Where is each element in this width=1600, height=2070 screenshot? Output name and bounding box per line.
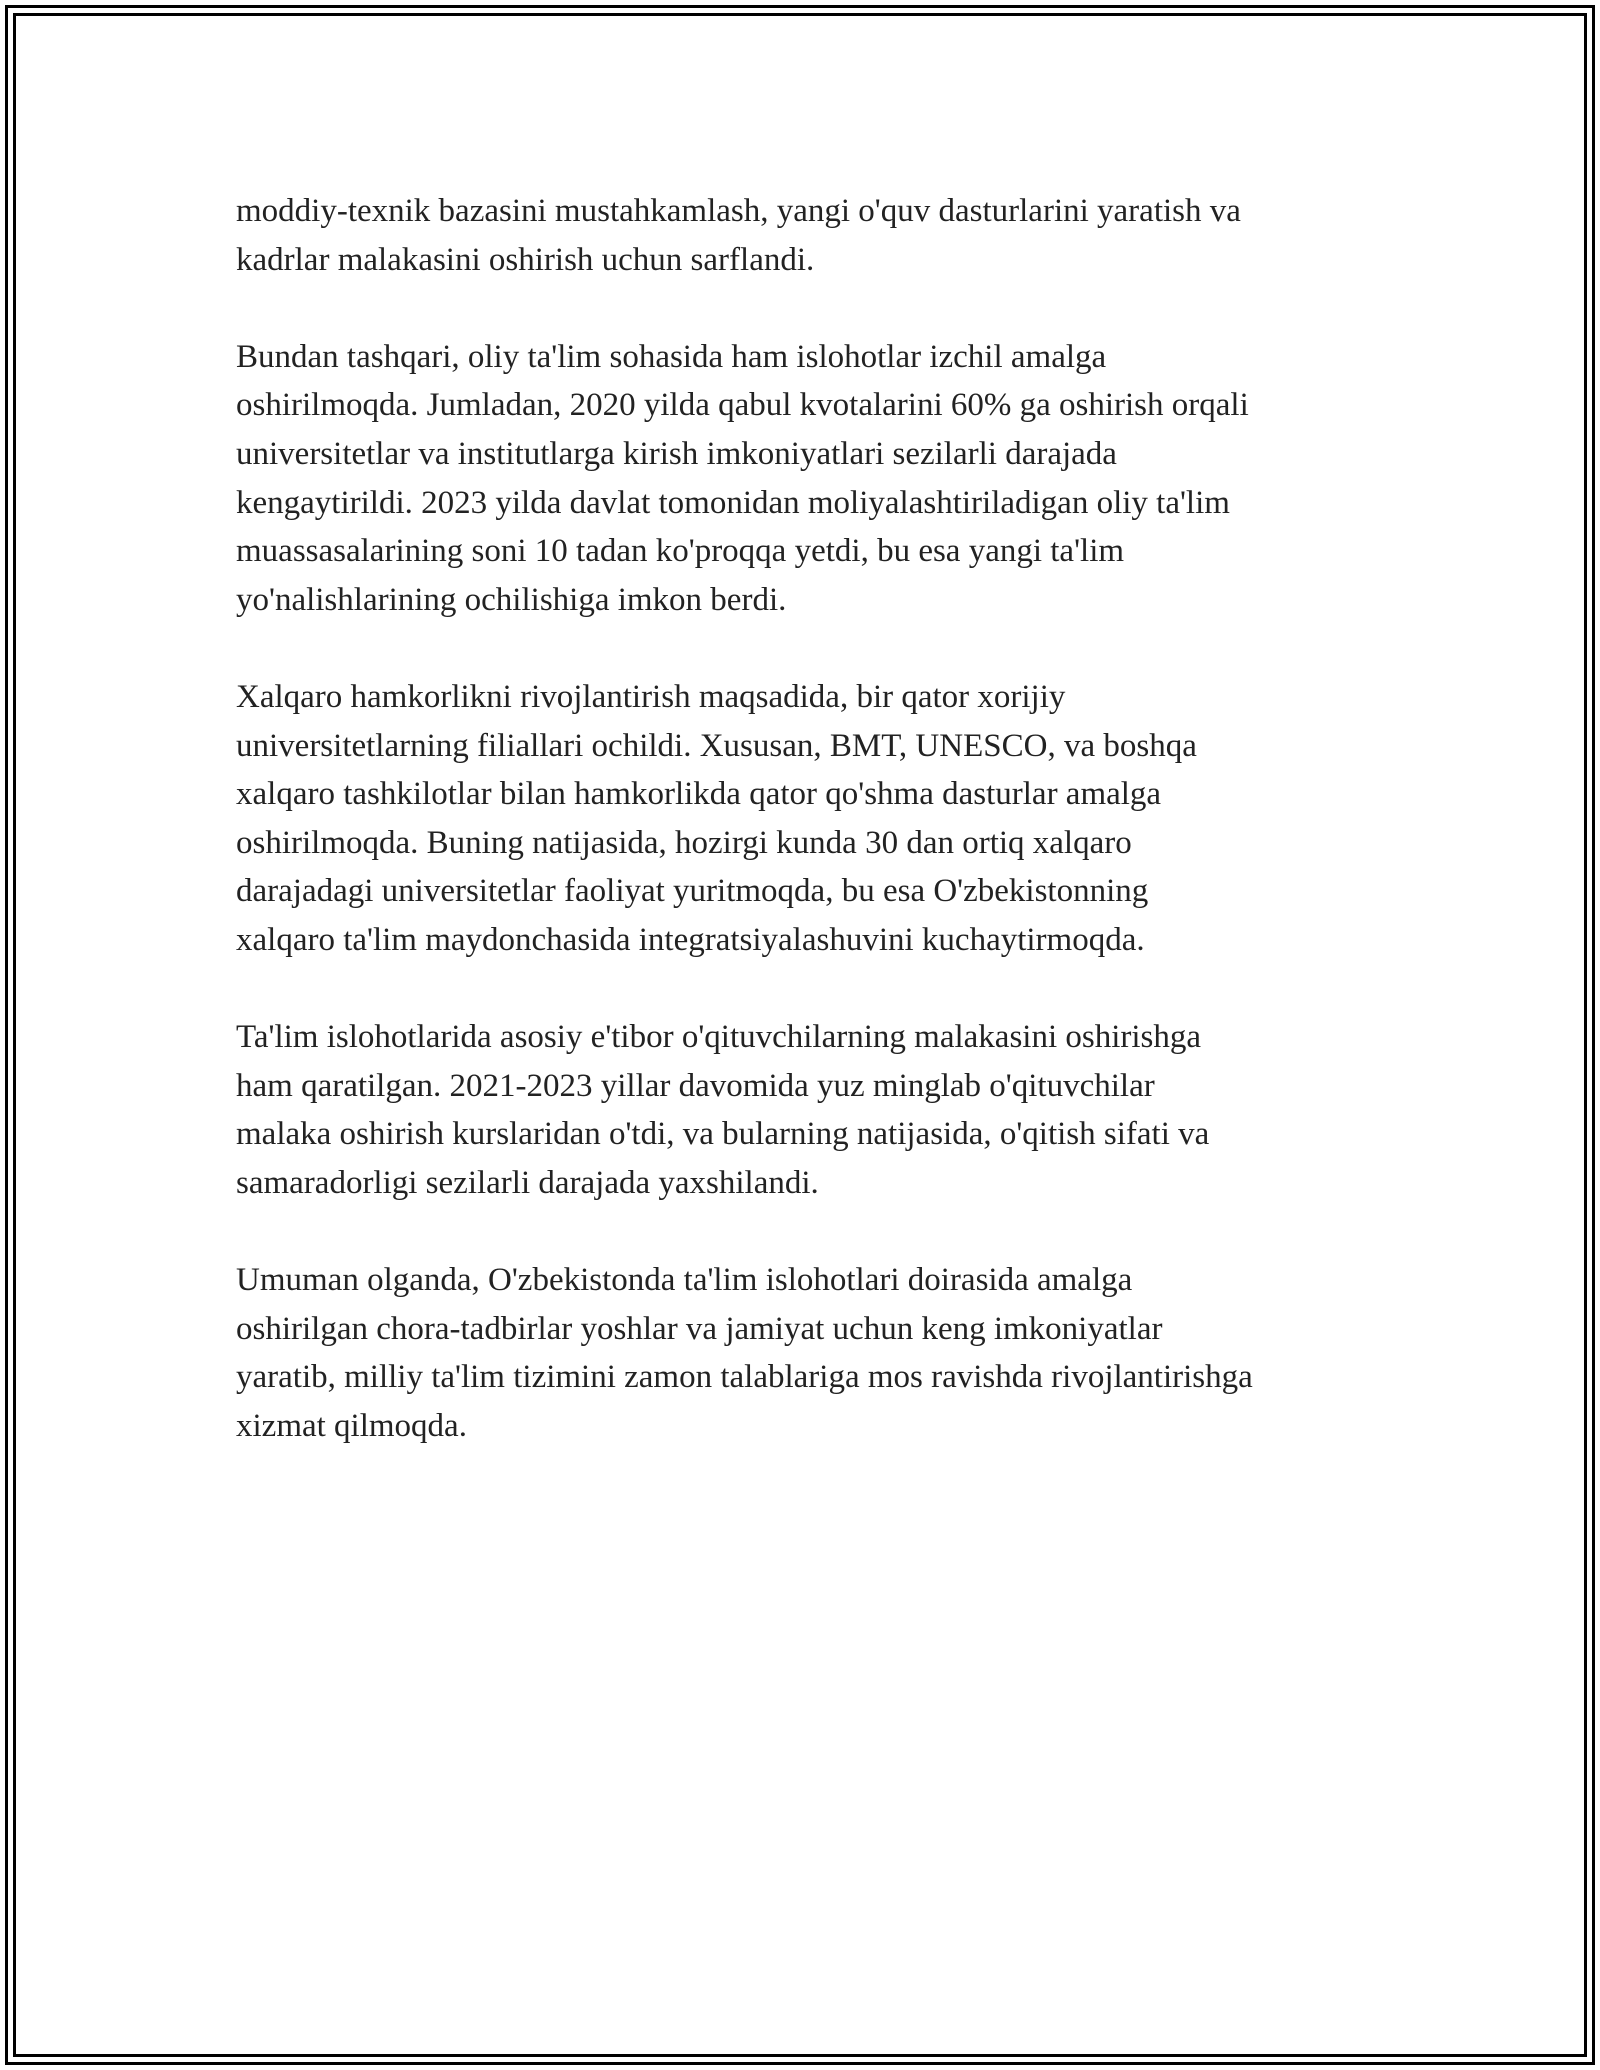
paragraph-2: Bundan tashqari, oliy ta'lim sohasida ham islohotlar izchil amalga oshirilmoqda. Jumladan, 2020 yilda qabul kvotalarini 60% ga oshirish orqali universitetlar va institutlarga kirish imkoniyatlari sezilarli darajada kengaytirildi. 2023 yilda davlat tomonidan moliyalashtiriladigan oliy ta'lim muassasalarining soni 10 tadan ko'proqqa yetdi, bu esa yangi ta'lim yo'nalishlarining ochilishiga imkon berdi. xyxy=(236,338,1249,618)
paragraph-3: Xalqaro hamkorlikni rivojlantirish maqsadida, bir qator xorijiy universitetlarning filiallari ochildi. Xususan, BMT, UNESCO, va boshqa xalqaro tashkilotlar bilan hamkorlikda qator qo'shma dasturlar amalga oshirilmoqda. Buning natijasida, hozirgi kunda 30 dan ortiq xalqaro darajadagi universitetlar faoliyat yuritmoqda, bu esa O'zbekistonning xalqaro ta'lim maydonchasida integratsiyalashuvini kuchaytirmoqda. xyxy=(236,678,1197,958)
paragraph-4: Ta'lim islohotlarida asosiy e'tibor o'qituvchilarning malakasini oshirishga ham qaratilgan. 2021-2023 yillar davomida yuz minglab o'qituvchilar malaka oshirish kurslaridan o'tdi, va bularning natijasida, o'qitish sifati va samaradorligi sezilarli darajada yaxshilandi. xyxy=(236,1019,1210,1201)
paragraph-5: Umuman olganda, O'zbekistonda ta'lim islohotlari doirasida amalga oshirilgan chora-tadbirlar yoshlar va jamiyat uchun keng imkoniyatlar yaratib, milliy ta'lim tizimini zamon talablariga mos ravishda rivojlantirishga xizmat qilmoqda. xyxy=(236,1262,1253,1444)
document-body xyxy=(236,187,1376,1499)
paragraph-1: moddiy-texnik bazasini mustahkamlash, yangi o'quv dasturlarini yaratish va kadrlar malakasini oshirish uchun sarflandi. xyxy=(236,193,1241,278)
